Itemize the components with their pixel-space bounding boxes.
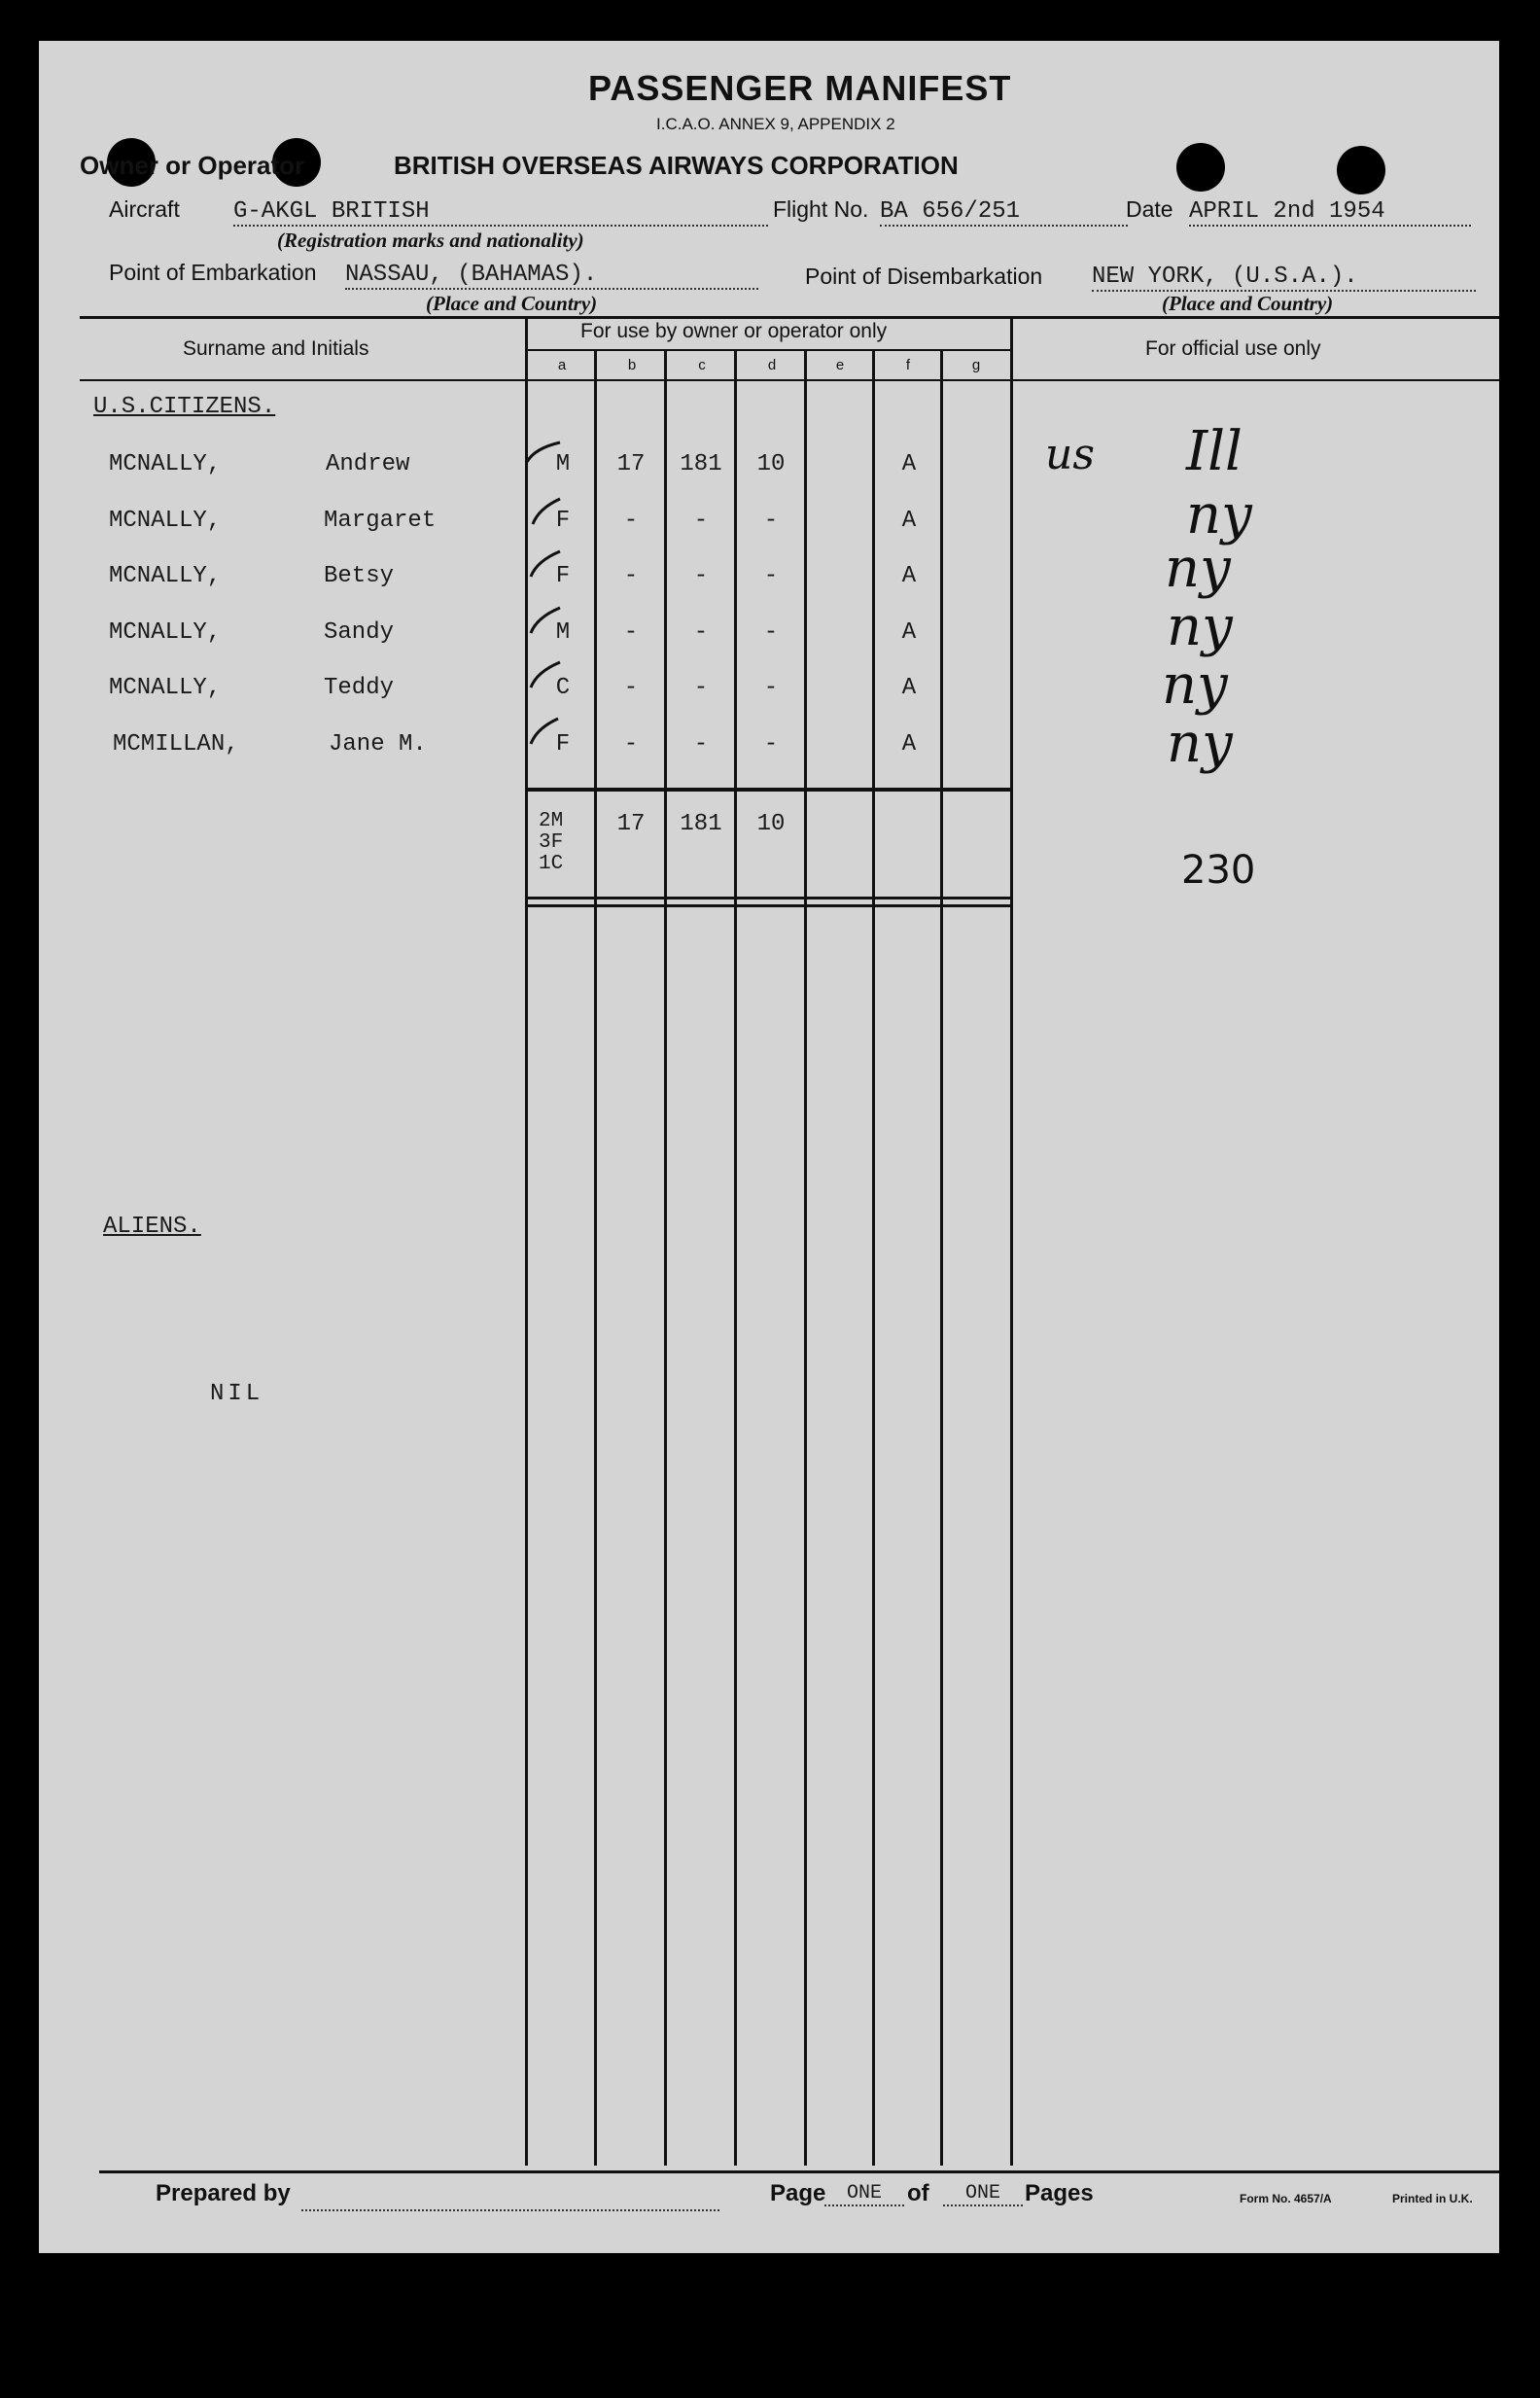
official-note-us: us [1045,430,1095,479]
embarkation-caption: (Place and Country) [426,292,598,315]
total-child: 1C [539,853,564,875]
section-heading-aliens: ALIENS. [103,1214,201,1240]
page-label: Page [770,2180,826,2206]
total-bottom-rule-1 [527,897,1010,899]
manifest-page [39,41,1499,2253]
col-header-f: f [905,357,911,373]
passenger-col-a: M [555,619,571,646]
prepared-by-label: Prepared by [156,2180,291,2206]
totals-col-a [539,811,563,875]
official-note-6: ny [1167,712,1233,775]
registration-caption: (Registration marks and nationality) [277,229,584,252]
passenger-col-f: A [901,451,917,477]
disembarkation-caption: (Place and Country) [1162,292,1334,315]
col-header-e: e [835,357,845,373]
passenger-col-c: - [693,675,709,701]
passenger-col-a: C [555,675,571,701]
flight-no-label: Flight No. [773,196,869,222]
official-note-3: ny [1165,537,1231,600]
date-value: APRIL 2nd 1954 [1189,198,1471,227]
totals-col-c: 181 [680,811,722,837]
official-note-1: Ill [1186,420,1242,483]
flight-no-value: BA 656/251 [880,198,1128,227]
passenger-surname: MCNALLY, [109,451,222,477]
form-number: Form No. 4657/A [1240,2192,1332,2205]
passenger-surname: MCNALLY, [109,563,222,589]
passenger-surname: MCNALLY, [109,508,222,534]
totals-col-d: 10 [756,811,786,837]
passenger-col-b: - [623,731,639,758]
footer-rule [99,2170,1499,2173]
passenger-col-f: A [901,563,917,589]
table-top-rule [80,316,1499,319]
passenger-col-f: A [901,675,917,701]
page-title: PASSENGER MANIFEST [588,68,1012,108]
page-total: ONE [943,2182,1023,2206]
punch-hole-3 [1176,143,1225,192]
punch-hole-4 [1337,146,1385,194]
page-subtitle: I.C.A.O. ANNEX 9, APPENDIX 2 [656,115,895,133]
passenger-col-a: F [555,563,571,589]
passenger-col-d: - [763,508,779,534]
passenger-given-name: Sandy [324,619,395,646]
passenger-col-a: F [555,508,571,534]
passenger-col-d: - [763,563,779,589]
passenger-col-f: A [901,731,917,758]
pages-label: Pages [1025,2180,1094,2206]
operator-subhead-rule [527,349,1010,351]
check-marks [506,435,574,804]
prepared-by-field [301,2180,719,2211]
page-number: ONE [824,2182,904,2206]
passenger-col-a: M [555,451,571,477]
col-header-g: g [971,357,981,373]
passenger-col-d: 10 [756,451,786,477]
column-divider-official [1010,318,1013,2166]
passenger-surname: MCMILLAN, [113,731,239,758]
passenger-col-b: 17 [616,451,646,477]
passenger-col-f: A [901,619,917,646]
passenger-given-name: Jane M. [329,731,427,758]
passenger-col-c: - [693,731,709,758]
passenger-col-c: - [693,563,709,589]
passenger-col-f: A [901,508,917,534]
passenger-surname: MCNALLY, [109,675,222,701]
col-header-c: c [698,357,706,373]
passenger-col-c: - [693,508,709,534]
embarkation-label: Point of Embarkation [109,260,317,285]
totals-col-b: 17 [616,811,646,837]
passenger-col-d: - [763,675,779,701]
passenger-col-c: 181 [680,451,722,477]
operator-header: For use by owner or operator only [580,320,888,342]
passenger-col-b: - [623,508,639,534]
passenger-col-d: - [763,619,779,646]
owner-label: Owner or Operator [80,151,305,180]
of-label: of [907,2180,929,2206]
passenger-col-d: - [763,731,779,758]
passenger-surname: MCNALLY, [109,619,222,646]
official-note-5: ny [1162,653,1228,717]
passenger-col-b: - [623,675,639,701]
aircraft-value: G-AKGL BRITISH [233,198,768,227]
embarkation-value: NASSAU, (BAHAMAS). [345,262,758,290]
total-bottom-rule-2 [527,904,1010,907]
disembarkation-value: NEW YORK, (U.S.A.). [1092,264,1476,292]
total-male: 2M [539,810,564,832]
surname-header: Surname and Initials [183,337,369,360]
section-heading-us-citizens: U.S.CITIZENS. [93,394,276,420]
passenger-given-name: Margaret [324,508,437,534]
col-header-a: a [557,357,567,373]
official-total: 230 [1181,848,1256,893]
date-label: Date [1126,196,1173,222]
owner-value: BRITISH OVERSEAS AIRWAYS CORPORATION [394,151,959,180]
aliens-nil: NIL [210,1381,264,1407]
passenger-col-a: F [555,731,571,758]
passenger-col-b: - [623,563,639,589]
official-note-2: ny [1186,483,1252,547]
passenger-col-b: - [623,619,639,646]
passenger-given-name: Andrew [326,451,410,477]
official-header: For official use only [1145,337,1321,360]
passenger-given-name: Teddy [324,675,395,701]
aircraft-label: Aircraft [109,196,180,222]
total-top-rule [527,788,1010,792]
col-header-b: b [627,357,637,373]
passenger-col-c: - [693,619,709,646]
header-bottom-rule [80,379,1499,381]
col-header-d: d [767,357,777,373]
official-note-4: ny [1167,595,1233,658]
disembarkation-label: Point of Disembarkation [805,264,1043,289]
total-female: 3F [539,831,564,854]
printed-in: Printed in U.K. [1392,2192,1473,2205]
passenger-given-name: Betsy [324,563,395,589]
